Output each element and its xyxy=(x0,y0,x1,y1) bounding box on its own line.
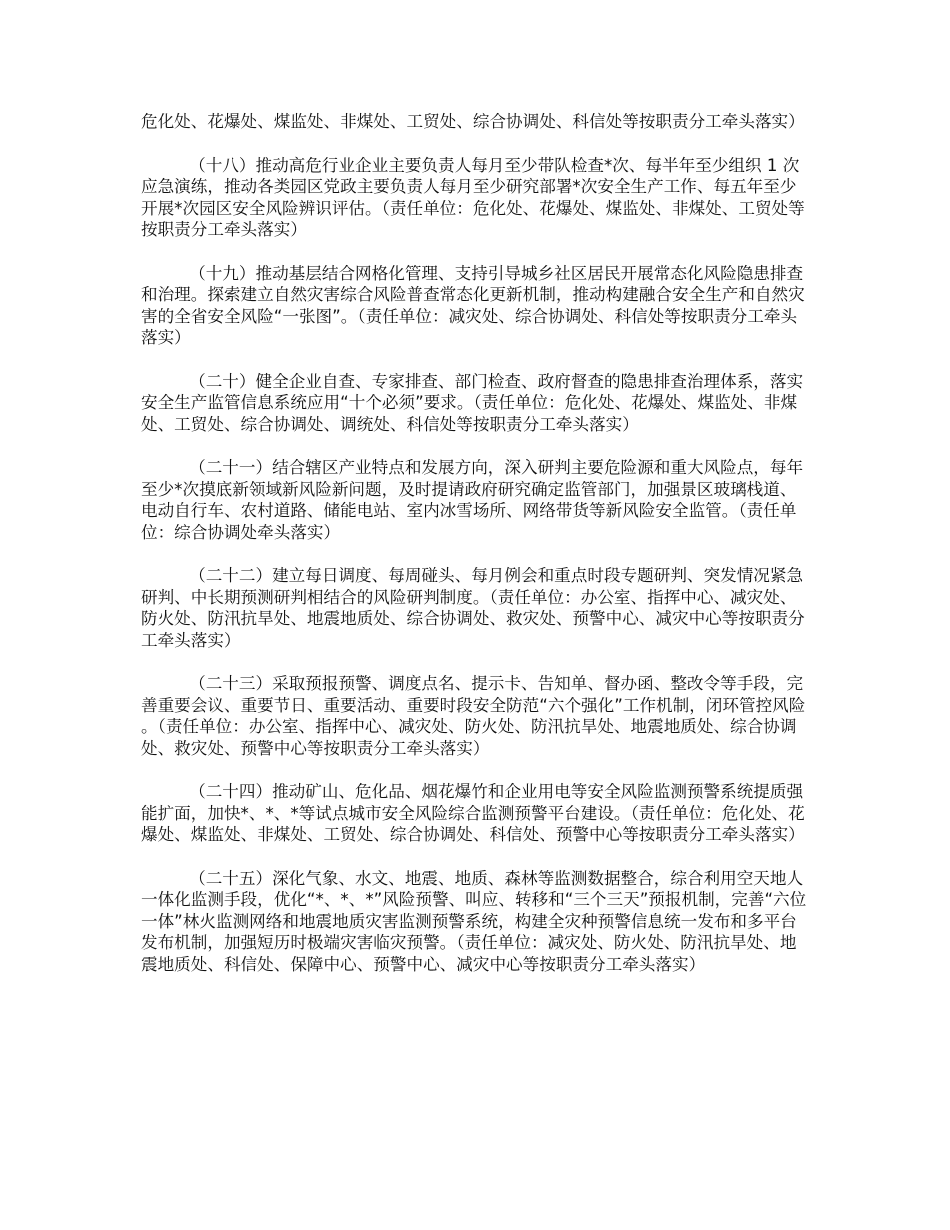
paragraph-item-18: （十八）推动高危行业企业主要负责人每月至少带队检查*次、每半年至少组织 1 次应急演练，推动各类园区党政主要负责人每月至少研究部署*次安全生产工作、每五年至少开展*次园区安全风险辨识评估。（责任单位：危化处、花爆处、煤监处、非煤处、工贸处等按职责分工牵头落实） xyxy=(141,155,805,239)
paragraph-item-25: （二十五）深化气象、水文、地震、地质、森林等监测数据整合，综合利用空天地人一体化监测手段，优化“*、*、*”风险预警、叫应、转移和“三个三天”预报机制，完善“六位一体”林火监测网络和地震地质灾害监测预警系统，构建全灾种预警信息统一发布和多平台发布机制，加强短历时极端灾害临灾预警。（责任单位：减灾处、防火处、防汛抗旱处、地震地质处、科信处、保障中心、预警中心、减灾中心等按职责分工牵头落实） xyxy=(141,868,807,974)
document-body xyxy=(141,111,813,997)
paragraph-continuation: 危化处、花爆处、煤监处、非煤处、工贸处、综合协调处、科信处等按职责分工牵头落实） xyxy=(141,112,805,131)
paragraph-item-23: （二十三）采取预报预警、调度点名、提示卡、告知单、督办函、整改令等手段，完善重要会议、重要节日、重要活动、重要时段安全防范“六个强化”工作机制，闭环管控风险。（责任单位：办公室、指挥中心、减灾处、防火处、防汛抗旱处、地震地质处、综合协调处、救灾处、预警中心等按职责分工牵头落实） xyxy=(141,674,806,758)
paragraph-item-22: （二十二）建立每日调度、每周碰头、每月例会和重点时段专题研判、突发情况紧急研判、中长期预测研判相结合的风险研判制度。（责任单位：办公室、指挥中心、减灾处、防火处、防汛抗旱处、地震地质处、综合协调处、救灾处、预警中心、减灾中心等按职责分工牵头落实） xyxy=(141,566,805,650)
paragraph-item-24: （二十四）推动矿山、危化品、烟花爆竹和企业用电等安全风险监测预警系统提质强能扩面，加快*、*、*等试点城市安全风险综合监测预警平台建设。（责任单位：危化处、花爆处、煤监处、非煤处、工贸处、综合协调处、科信处、预警中心等按职责分工牵头落实） xyxy=(141,782,805,844)
paragraph-item-20: （二十）健全企业自查、专家排查、部门检查、政府督查的隐患排查治理体系，落实安全生产监管信息系统应用“十个必须”要求。（责任单位：危化处、花爆处、煤监处、非煤处、工贸处、综合协调处、调统处、科信处等按职责分工牵头落实） xyxy=(141,371,804,434)
paragraph-item-21: （二十一）结合辖区产业特点和发展方向，深入研判主要危险源和重大风险点，每年至少*次摸底新领域新风险新问题，及时提请政府研究确定监管部门，加强景区玻璃栈道、电动自行车、农村道路、储能电站、室内冰雪场所、网络带货等新风险安全监管。（责任单位：综合协调处牵头落实） xyxy=(141,458,804,542)
paragraph-item-19: （十九）推动基层结合网格化管理、支持引导城乡社区居民开展常态化风险隐患排查和治理。探索建立自然灾害综合风险普查常态化更新机制，推动构建融合安全生产和自然灾害的全省安全风险“一张图”。（责任单位：减灾处、综合协调处、科信处等按职责分工牵头落实） xyxy=(141,263,805,347)
